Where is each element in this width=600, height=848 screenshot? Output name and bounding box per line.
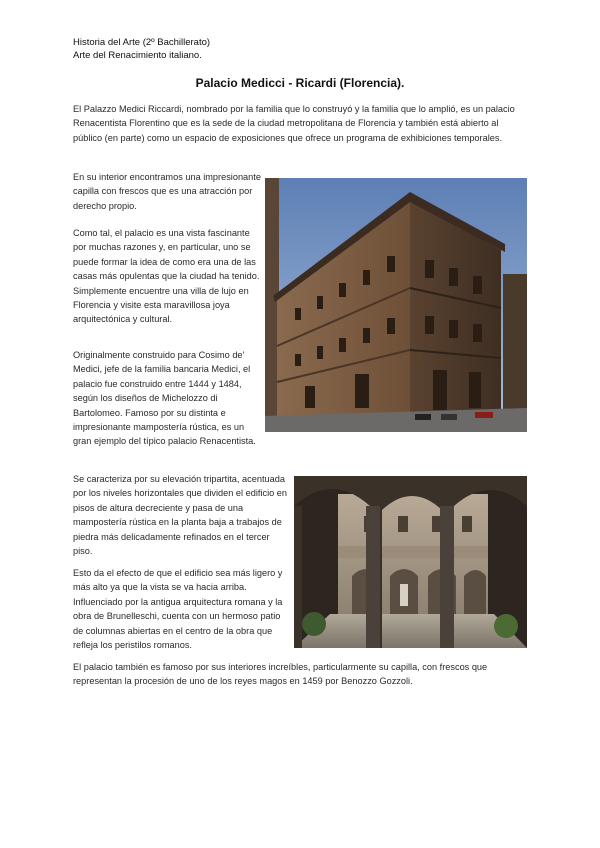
palace-exterior-photo bbox=[265, 178, 527, 432]
paragraph-origin: Originalmente construido para Cosimo de' Medici, jefe de la familia bancaria Medici, el palacio fue construido entre 1444 y 1484, según los diseños de Michelozzo di Bartolomeo. Famoso por su distinta e impresionante mampostería rústica, es un gran ejemplo del típico palacio Renacentista. bbox=[73, 350, 256, 447]
document-header bbox=[73, 36, 210, 62]
paragraph-intro: El Palazzo Medici Riccardi, nombrado por la familia que lo construyó y la familia que lo amplió, es un palacio Renacentista Florentino que es la sede de la ciudad metropolitana de Florencia y también está abierto al público (en parte) como un espacio de exposiciones que ofrece un programa de exhibiciones temporales. bbox=[73, 104, 515, 143]
paragraph-interior: En su interior encontramos una impresionante capilla con frescos que es una atracción por derecho propio. bbox=[73, 172, 261, 211]
paragraph-effect: Esto da el efecto de que el edificio sea más ligero y más alto ya que la vista se va hacia arriba. Influenciado por la antigua arquitectura romana y la obra de Brunelleschi, cuenta con un hermoso patio de columnas abiertas en el centro de la obra que refleja los peristilos romanos. bbox=[73, 568, 283, 651]
courtyard-photo bbox=[294, 476, 527, 648]
course-line: Historia del Arte (2º Bachillerato) bbox=[73, 37, 211, 48]
unit-line: Arte del Renacimiento italiano. bbox=[73, 50, 202, 61]
page-title: Palacio Medicci - Ricardi (Florencia). bbox=[195, 76, 405, 90]
paragraph-elevation: Se caracteriza por su elevación tripartita, acentuada por los niveles horizontales que dividen el edificio en pisos de altura decreciente y pasa de una mampostería rústica en la planta baja a trabajos de piedra más delicadamente refinados en el tercer piso. bbox=[73, 474, 287, 557]
paragraph-visit: Como tal, el palacio es una vista fascinante por muchas razones y, en particular, uno se puede formar la idea de como era una de las casas más opulentas que la ciudad ha tenido. Simplemente encuentre una villa de lujo en Florencia y visite esta maravillosa joya arquitectónica y cultural. bbox=[73, 228, 260, 325]
paragraph-closing: El palacio también es famoso por sus interiores increíbles, particularmente su capilla, con frescos que representan la procesión de uno de los reyes magos en 1459 por Benozzo Gozzoli. bbox=[73, 662, 488, 687]
